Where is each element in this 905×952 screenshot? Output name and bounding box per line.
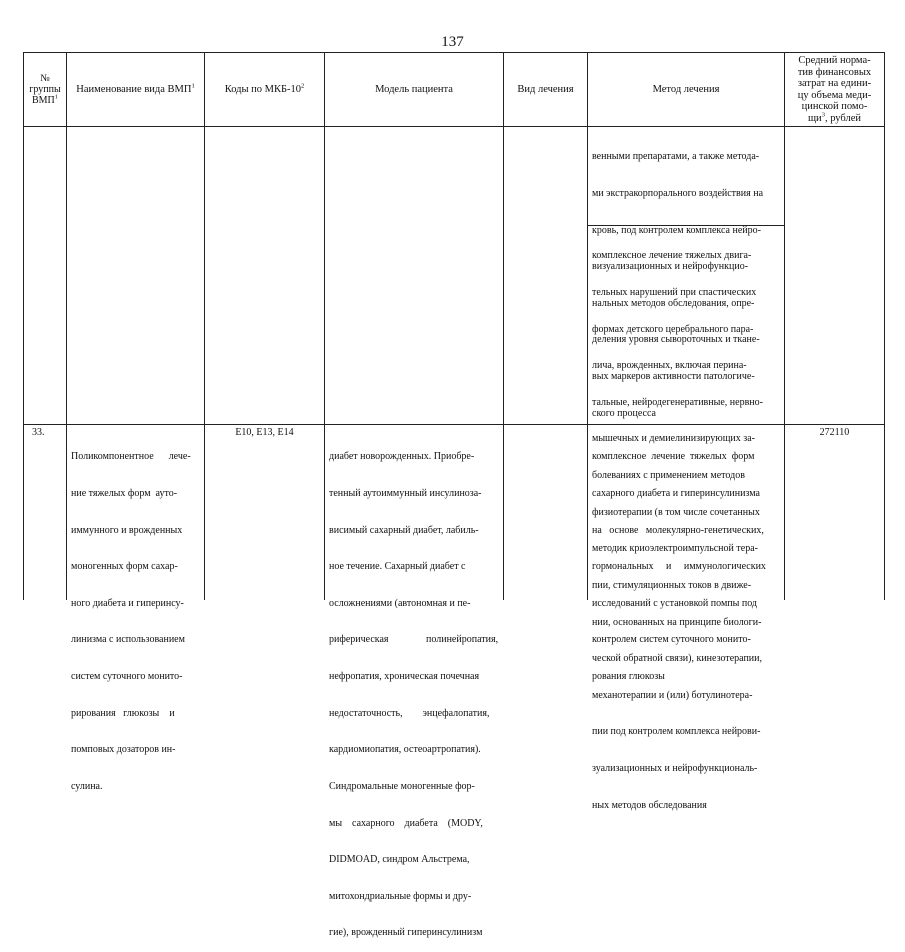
method-continued-1: венными препаратами, а также метода- ми экстракорпорального воздействия на кровь, под контролем комплекса нейро- визуализационных и нейрофункцио- нальных методов обследования, опре- деления уровня сывороточных и ткане- вых маркеров активности патологиче- ского процесса (592, 151, 764, 419)
col-border-5 (587, 52, 588, 600)
header-avg-cost: Средний норма- тив финансовых затрат на едини- цу объема меди- цинской помо- $щи^3$, рублей (797, 55, 872, 124)
row33-group-no: 33. (32, 427, 45, 438)
row33-patient-model: диабет новорожденных. Приобре- тенный аутоиммунный инсулиноза- висимый сахарный диабет, лабиль- ное течение. Сахарный диабет с осложнениями (автономная и пе- риферическая полинейропатия, нефропатия, хроническая почечная недостаточность, энцефалопатия, кардиомиопатия, остеоартропатия). Синдромальные моногенные фор- мы сахарного диабета (MODY, DIDMOAD, синдром Альстрема, митохондриальные формы и дру- гие), врожденный гиперинсулинизм (329, 451, 499, 939)
col-border-6 (784, 52, 785, 600)
col-border-3 (324, 52, 325, 600)
row33-icd-codes: E10, E13, E14 (235, 427, 294, 438)
header-patient-model: Модель пациента (375, 83, 453, 95)
header-icd-codes: Коды по МКБ-$10^2$ (224, 82, 305, 95)
col-border-4 (503, 52, 504, 600)
method-continued-2: комплексное лечение тяжелых двига- тельных нарушений при спастических формах детского церебрального пара- лича, врожденных, включая перина- тальные, нейродегенеративные, нервно- мышечных и демиелинизирующих за- болеваниях с применением методов физиотерапии (в том числе сочетанных методик криоэлектроимпульсной тера- пии, стимуляционных токов в движе- нии, основанных на принципе биологи- ческой обратной связи), кинезотерапии, механотерапии и (или) ботулинотера- пии под контролем комплекса нейрови- зуализационных и нейрофункциональ- ных методов обследования (592, 250, 763, 811)
header-treatment-method: Метод лечения (652, 83, 720, 95)
row33-treatment-method: комплексное лечение тяжелых форм сахарного диабета и гиперинсулинизма на основе молекулярно-генетических, гормональных и иммунологических исследований с установкой помпы под контролем систем суточного монито- рования глюкозы (592, 451, 766, 683)
header-vmp-name: Наименование вида ВМП$^1$ (76, 82, 195, 95)
col-border-1 (66, 52, 67, 600)
col-border-0 (23, 52, 24, 600)
row33-vmp-name: Поликомпонентное лече- ние тяжелых форм ауто- иммунного и врожденных моногенных форм сахар- ного диабета и гиперинсу- линизма с использованием систем суточного монито- рирования глюкозы и помповых дозаторов ин- сулина. (71, 451, 191, 792)
col-border-7 (884, 52, 885, 600)
col-border-2 (204, 52, 205, 600)
row33-avg-cost: 272110 (819, 427, 850, 438)
page-number: 137 (441, 34, 464, 50)
header-group-no: № группы ВМП$^1$ (29, 73, 61, 106)
header-treatment-type: Вид лечения (517, 83, 574, 95)
